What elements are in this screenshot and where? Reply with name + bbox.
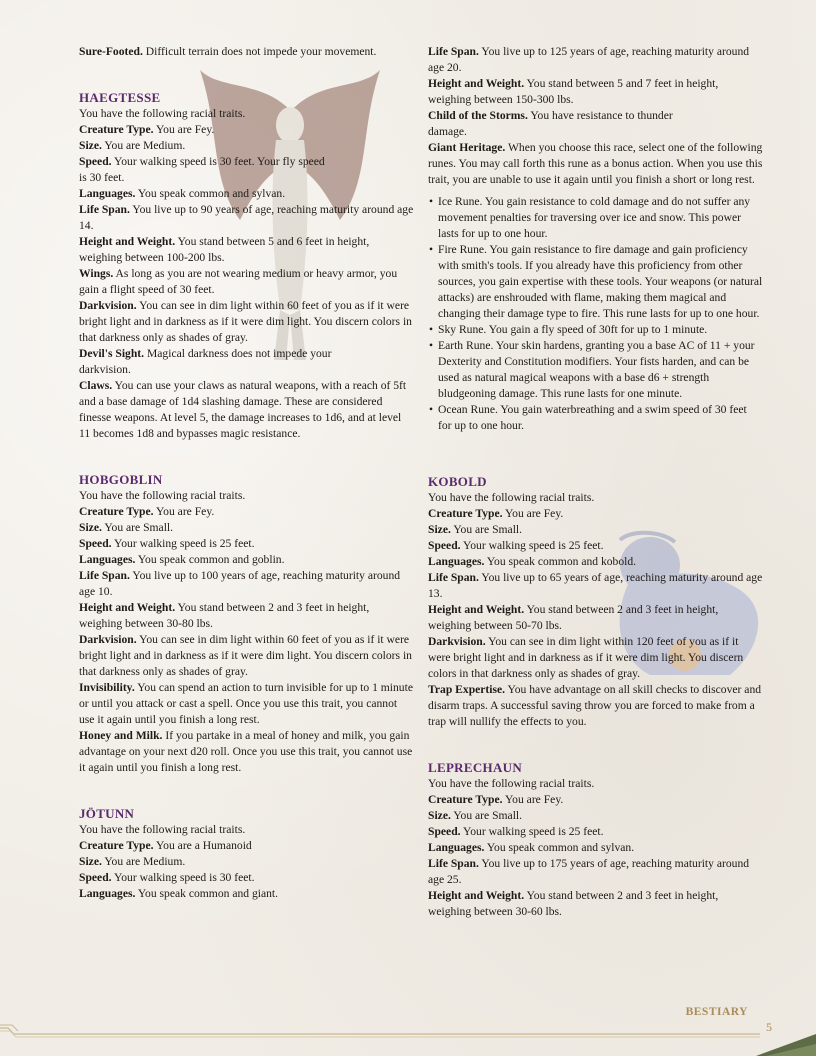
trait-text: You stand between 2 and 3 feet in height, weighing between 50-70 lbs. bbox=[428, 603, 719, 632]
trait-text: If you partake in a meal of honey and milk, you gain advantage on your next d20 roll. Once you use this trait, you cannot use it again until you finish a long rest. bbox=[79, 729, 413, 774]
trait-entry bbox=[428, 856, 763, 888]
trait-text: You are Small. bbox=[453, 809, 523, 822]
trait-term: Trap Expertise. bbox=[428, 683, 506, 696]
trait-text: You speak common and goblin. bbox=[137, 553, 285, 566]
trait-term: Languages. bbox=[428, 841, 485, 854]
trait-entry bbox=[79, 378, 414, 442]
list-item bbox=[428, 338, 763, 402]
trait-text: You are Fey. bbox=[504, 507, 564, 520]
section-heading: HAEGTESSE bbox=[79, 90, 161, 105]
section-leprechaun bbox=[428, 760, 763, 920]
left-column bbox=[79, 44, 414, 902]
trait-term: Height and Weight. bbox=[428, 889, 525, 902]
trait-text: You speak common and sylvan. bbox=[137, 187, 286, 200]
trait-entry bbox=[428, 140, 763, 188]
trait-term: Life Span. bbox=[428, 857, 479, 870]
trait-text: You have resistance to thunder damage. bbox=[428, 109, 673, 138]
trait-term: Languages. bbox=[79, 887, 136, 900]
trait-entry bbox=[428, 634, 763, 682]
trait-term: Darkvision. bbox=[428, 635, 486, 648]
trait-entry bbox=[79, 298, 414, 346]
trait-entry bbox=[79, 346, 344, 378]
trait-text: Your walking speed is 30 feet. bbox=[114, 871, 255, 884]
trait-term: Speed. bbox=[428, 539, 461, 552]
trait-text: Your walking speed is 30 feet. Your fly speed is 30 feet. bbox=[79, 155, 325, 184]
trait-entry bbox=[79, 202, 414, 234]
trait-entry bbox=[79, 870, 414, 886]
trait-term: Languages. bbox=[79, 187, 136, 200]
trait-text: You speak common and kobold. bbox=[486, 555, 637, 568]
trait-term: Invisibility. bbox=[79, 681, 135, 694]
trait-text: You live up to 90 years of age, reaching maturity around age 14. bbox=[79, 203, 414, 232]
section-heading: HOBGOBLIN bbox=[79, 472, 163, 487]
section-intro: You have the following racial traits. bbox=[79, 107, 246, 120]
trait-text: You have advantage on all skill checks to discover and disarm traps. A successful saving throw you are forced to make from a trap will nullify the effects to you. bbox=[428, 683, 762, 728]
trait-text: You speak common and giant. bbox=[137, 887, 279, 900]
trait-text: You stand between 5 and 7 feet in height, weighing between 150-300 lbs. bbox=[428, 77, 719, 106]
trait-text: You speak common and sylvan. bbox=[486, 841, 635, 854]
rune-text: Fire Rune. You gain resistance to fire damage and gain proficiency with smith's tools. If you already have this proficiency from other sources, you gain expertise with these tools. Your weapons (or natural attacks) are enshrouded with flame, making them magical and changing their damage type to fire. This rune lasts for up to one hour. bbox=[438, 243, 763, 320]
trait-term: Honey and Milk. bbox=[79, 729, 163, 742]
page-number: 5 bbox=[766, 1020, 772, 1034]
trait-term: Creature Type. bbox=[428, 507, 503, 520]
trait-entry bbox=[79, 44, 414, 60]
trait-text: Your walking speed is 25 feet. bbox=[463, 825, 604, 838]
trait-text: You live up to 175 years of age, reaching maturity around age 25. bbox=[428, 857, 750, 886]
list-item bbox=[428, 242, 763, 322]
trait-entry bbox=[79, 234, 414, 266]
trait-term: Size. bbox=[79, 521, 102, 534]
bullet-icon: • bbox=[429, 339, 434, 352]
trait-text: You can see in dim light within 60 feet of you as if it were bright light and in darkness as if it were dim light. You discern colors in that darkness only as shades of gray. bbox=[79, 633, 412, 678]
rune-text: Earth Rune. Your skin hardens, granting you a base AC of 11 + your Dexterity and Constitution modifiers. Your fists harden, and can be used as natural magical weapons with a base d6 + strength bludgeoning damage. This rune lasts for one minute. bbox=[438, 339, 755, 400]
trait-entry bbox=[79, 838, 414, 854]
section-kobold bbox=[428, 474, 763, 730]
trait-term: Height and Weight. bbox=[79, 235, 176, 248]
trait-entry bbox=[428, 682, 763, 730]
trait-entry bbox=[79, 536, 414, 552]
trait-entry bbox=[79, 632, 414, 680]
trait-text: You live up to 125 years of age, reaching maturity around age 20. bbox=[428, 45, 750, 74]
section-intro: You have the following racial traits. bbox=[79, 823, 246, 836]
trait-text: You are Medium. bbox=[104, 139, 186, 152]
trait-term: Sure-Footed. bbox=[79, 45, 143, 58]
section-heading: KOBOLD bbox=[428, 474, 487, 489]
bullet-icon: • bbox=[429, 403, 434, 416]
trait-term: Creature Type. bbox=[79, 839, 154, 852]
trait-term: Life Span. bbox=[79, 203, 130, 216]
trait-entry bbox=[428, 76, 763, 108]
trait-term: Child of the Storms. bbox=[428, 109, 528, 122]
trait-text: You can use your claws as natural weapons, with a reach of 5ft and a base damage of 1d4 slashing damage. These are considered finesse weapons. At level 5, the damage increases to 1d6, and at level 11 becomes 1d8 and bypasses magic resistance. bbox=[79, 379, 407, 440]
trait-text: You are a Humanoid bbox=[155, 839, 252, 852]
trait-text: You can spend an action to turn invisible for up to 1 minute or until you attack or cast a spell. Once you use this trait, you cannot use it again until you finish a long rest. bbox=[79, 681, 413, 726]
trait-entry bbox=[79, 154, 334, 186]
trait-entry bbox=[79, 186, 414, 202]
trait-term: Size. bbox=[428, 809, 451, 822]
trait-term: Height and Weight. bbox=[428, 77, 525, 90]
trait-term: Darkvision. bbox=[79, 633, 137, 646]
trait-entry bbox=[79, 600, 414, 632]
trait-entry bbox=[428, 44, 763, 76]
trait-entry bbox=[428, 808, 763, 824]
trait-term: Claws. bbox=[79, 379, 113, 392]
trait-text: You are Fey. bbox=[155, 505, 215, 518]
trait-text: You live up to 65 years of age, reaching maturity around age 13. bbox=[428, 571, 763, 600]
trait-entry bbox=[428, 602, 763, 634]
trait-text: You can see in dim light within 120 feet of you as if it were bright light and in darkness as if it were dim light. You discern colors in that darkness only as shades of gray. bbox=[428, 635, 744, 680]
trait-entry bbox=[428, 824, 763, 840]
bullet-icon: • bbox=[429, 323, 434, 336]
trait-entry bbox=[428, 792, 763, 808]
trait-term: Speed. bbox=[79, 155, 112, 168]
bullet-icon: • bbox=[429, 243, 434, 256]
trait-entry bbox=[79, 854, 414, 870]
trait-term: Devil's Sight. bbox=[79, 347, 145, 360]
rune-text: Sky Rune. You gain a fly speed of 30ft for up to 1 minute. bbox=[438, 323, 708, 336]
trait-text: Your walking speed is 25 feet. bbox=[114, 537, 255, 550]
rune-text: Ice Rune. You gain resistance to cold damage and do not suffer any movement penalties for traversing over ice and snow. This power lasts for up to one hour. bbox=[438, 195, 751, 240]
footer-ornament bbox=[0, 1022, 816, 1052]
corner-ornament bbox=[756, 1030, 816, 1056]
trait-term: Size. bbox=[428, 523, 451, 536]
trait-text: You stand between 2 and 3 feet in height, weighing between 30-60 lbs. bbox=[428, 889, 719, 918]
trait-text: As long as you are not wearing medium or heavy armor, you gain a flight speed of 30 feet. bbox=[79, 267, 398, 296]
trait-text: When you choose this race, select one of the following runes. You may call forth this rune as a bonus action. When you use this trait, you are unable to use it again until you finish a short or long rest. bbox=[428, 141, 763, 186]
trait-term: Speed. bbox=[79, 537, 112, 550]
trait-term: Size. bbox=[79, 855, 102, 868]
right-column bbox=[428, 44, 763, 920]
trait-entry bbox=[79, 504, 414, 520]
trait-entry bbox=[79, 520, 414, 536]
surefooted-trait bbox=[79, 44, 414, 60]
trait-text: You are Fey. bbox=[155, 123, 215, 136]
trait-term: Giant Heritage. bbox=[428, 141, 506, 154]
section-jotunn-continued bbox=[428, 44, 763, 434]
list-item bbox=[428, 194, 763, 242]
trait-term: Wings. bbox=[79, 267, 114, 280]
trait-entry bbox=[79, 122, 414, 138]
trait-term: Height and Weight. bbox=[428, 603, 525, 616]
trait-text: Difficult terrain does not impede your movement. bbox=[145, 45, 377, 58]
section-intro: You have the following racial traits. bbox=[428, 777, 595, 790]
bullet-icon: • bbox=[429, 195, 434, 208]
section-hobgoblin bbox=[79, 472, 414, 776]
section-haegtesse bbox=[79, 90, 414, 442]
section-heading: LEPRECHAUN bbox=[428, 760, 523, 775]
trait-entry bbox=[79, 266, 414, 298]
trait-term: Creature Type. bbox=[79, 123, 154, 136]
section-jotunn bbox=[79, 806, 414, 902]
trait-text: You stand between 5 and 6 feet in height, weighing between 100-200 lbs. bbox=[79, 235, 370, 264]
trait-term: Life Span. bbox=[79, 569, 130, 582]
trait-term: Languages. bbox=[79, 553, 136, 566]
trait-term: Speed. bbox=[428, 825, 461, 838]
trait-term: Darkvision. bbox=[79, 299, 137, 312]
trait-term: Speed. bbox=[79, 871, 112, 884]
trait-term: Size. bbox=[79, 139, 102, 152]
trait-entry bbox=[79, 886, 414, 902]
trait-entry bbox=[79, 568, 414, 600]
trait-entry bbox=[428, 840, 763, 856]
list-item bbox=[428, 322, 763, 338]
section-intro: You have the following racial traits. bbox=[428, 491, 595, 504]
section-intro: You have the following racial traits. bbox=[79, 489, 246, 502]
trait-text: Your walking speed is 25 feet. bbox=[463, 539, 604, 552]
trait-term: Creature Type. bbox=[428, 793, 503, 806]
trait-entry bbox=[428, 570, 763, 602]
list-item bbox=[428, 402, 763, 434]
trait-entry bbox=[428, 506, 763, 522]
trait-entry bbox=[79, 728, 414, 776]
trait-entry bbox=[428, 888, 763, 920]
trait-term: Languages. bbox=[428, 555, 485, 568]
trait-text: You stand between 2 and 3 feet in height, weighing between 30-80 lbs. bbox=[79, 601, 370, 630]
trait-text: You can see in dim light within 60 feet of you as if it were bright light and in darkness as if it were dim light. You discern colors in that darkness only as shades of gray. bbox=[79, 299, 412, 344]
trait-text: You live up to 100 years of age, reaching maturity around age 10. bbox=[79, 569, 401, 598]
trait-entry bbox=[428, 554, 763, 570]
trait-entry bbox=[79, 552, 414, 568]
trait-entry bbox=[79, 680, 414, 728]
rune-text: Ocean Rune. You gain waterbreathing and a swim speed of 30 feet for up to one hour. bbox=[438, 403, 747, 432]
trait-term: Creature Type. bbox=[79, 505, 154, 518]
trait-entry bbox=[428, 522, 763, 538]
trait-term: Height and Weight. bbox=[79, 601, 176, 614]
trait-entry bbox=[428, 108, 678, 140]
trait-text: You are Medium. bbox=[104, 855, 186, 868]
trait-text: Magical darkness does not impede your darkvision. bbox=[79, 347, 332, 376]
trait-entry bbox=[79, 138, 414, 154]
trait-term: Life Span. bbox=[428, 571, 479, 584]
trait-text: You are Fey. bbox=[504, 793, 564, 806]
trait-text: You are Small. bbox=[453, 523, 523, 536]
trait-term: Life Span. bbox=[428, 45, 479, 58]
footer-title: BESTIARY bbox=[685, 1006, 748, 1018]
trait-text: You are Small. bbox=[104, 521, 174, 534]
section-heading: JÖTUNN bbox=[79, 806, 135, 821]
trait-entry bbox=[428, 538, 763, 554]
rune-list bbox=[428, 194, 763, 434]
